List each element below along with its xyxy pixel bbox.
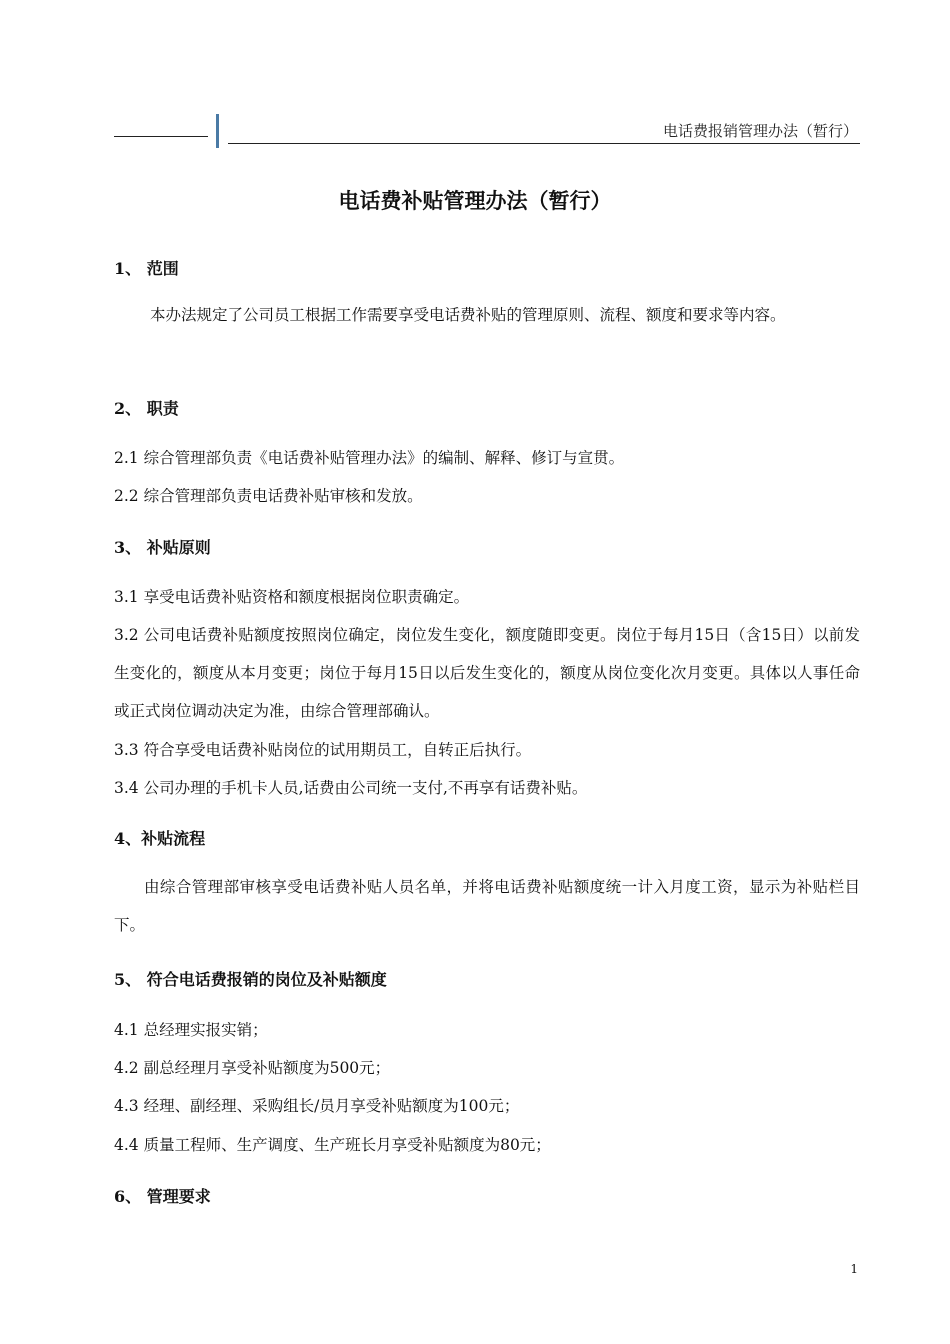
header-title: 电话费报销管理办法（暂行）: [662, 122, 858, 140]
list-item: 4.3 经理、副经理、采购组长/员月享受补贴额度为100元；: [114, 1097, 520, 1115]
section-heading-responsibility: 2、 职责: [114, 399, 179, 418]
section-heading-principles: 3、 补贴原则: [114, 538, 211, 557]
section-heading-management: 6、 管理要求: [114, 1187, 211, 1206]
list-item: 3.1 享受电话费补贴资格和额度根据岗位职责确定。: [114, 588, 470, 606]
list-item: 4.4 质量工程师、生产调度、生产班长月享受补贴额度为80元；: [114, 1136, 551, 1154]
header-accent-bar: [216, 114, 219, 148]
section-heading-scope: 1、 范围: [114, 259, 179, 278]
list-item: 3.4 公司办理的手机卡人员,话费由公司统一支付,不再享有话费补贴。: [114, 779, 588, 797]
section-text-process: 由综合管理部审核享受电话费补贴人员名单，并将电话费补贴额度统一计入月度工资，显示为补贴栏目下。: [114, 878, 860, 934]
header-rule-right: [228, 143, 860, 144]
list-item: 4.2 副总经理月享受补贴额度为500元；: [114, 1059, 391, 1077]
section-heading-process: 4、补贴流程: [114, 829, 206, 848]
document-title: 电话费补贴管理办法（暂行）: [338, 188, 612, 213]
list-item: 3.2 公司电话费补贴额度按照岗位确定，岗位发生变化，额度随即变更。岗位于每月15日（含15日）以前发生变化的，额度从本月变更；岗位于每月15日以后发生变化的，额度从岗位变化次月变更。具体以人事任命或正式岗位调动决定为准，由综合管理部确认。: [114, 626, 860, 720]
list-item: 3.3 符合享受电话费补贴岗位的试用期员工，自转正后执行。: [114, 741, 532, 759]
list-item: 4.1 总经理实报实销；: [114, 1021, 268, 1039]
page-number: 1: [850, 1262, 858, 1276]
list-item: 2.1 综合管理部负责《电话费补贴管理办法》的编制、解释、修订与宣贯。: [114, 449, 625, 467]
section-heading-positions: 5、 符合电话费报销的岗位及补贴额度: [114, 970, 387, 989]
list-item: 2.2 综合管理部负责电话费补贴审核和发放。: [114, 487, 423, 505]
section-text-scope: 本办法规定了公司员工根据工作需要享受电话费补贴的管理原则、流程、额度和要求等内容。: [150, 306, 786, 324]
header-rule-left: [114, 136, 208, 137]
